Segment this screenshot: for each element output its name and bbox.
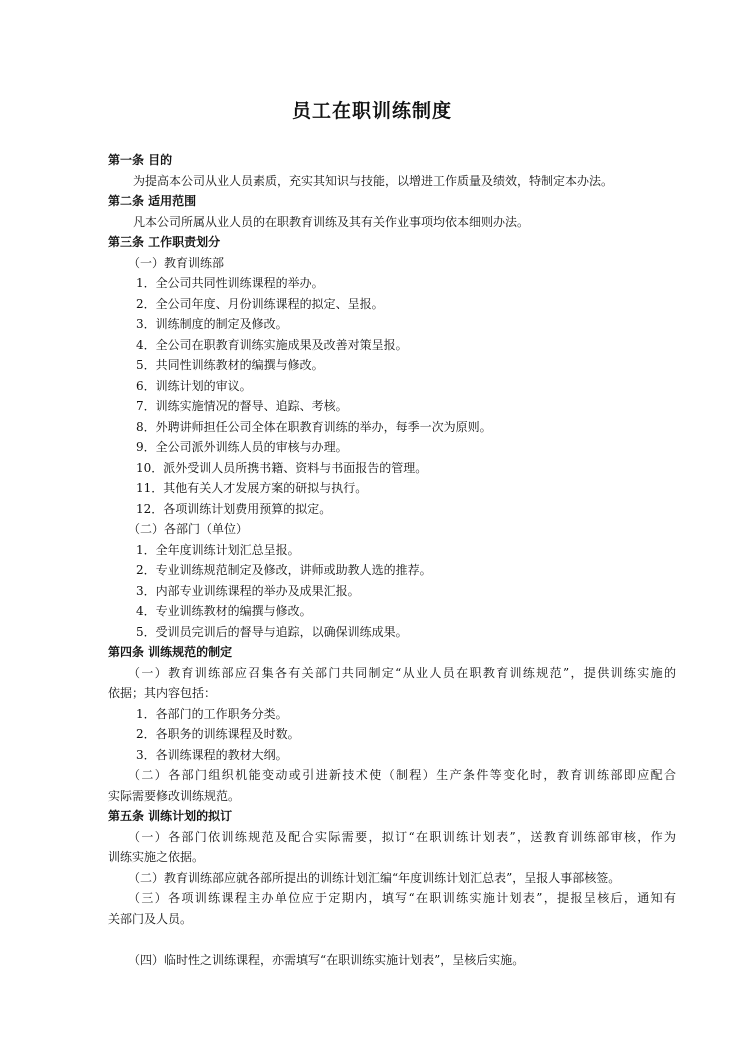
list-item: 7．训练实施情况的督导、追踪、考核。	[136, 399, 348, 413]
list-item: 3．各训练课程的教材大纲。	[136, 747, 288, 762]
article-3-heading: 第三条 工作职责划分	[108, 235, 221, 249]
article-2-heading: 第二条 适用范围	[108, 194, 197, 208]
list-item: 1．各部门的工作职务分类。	[136, 706, 288, 721]
article-2-text: 凡本公司所属从业人员的在职教育训练及其有关作业事项均依本细则办法。	[133, 214, 530, 229]
article-4-heading: 第四条 训练规范的制定	[108, 645, 233, 659]
article-5-paragraph-1: （一）各部门依训练规范及配合实际需要，拟订“在职训练计划表”，送教育训练部审核，作为	[128, 829, 676, 844]
article-4-paragraph-2: （二）各部门组织机能变动或引进新技术使（制程）生产条件等变化时，教育训练部即应配合	[128, 768, 676, 782]
list-item: 9．全公司派外训练人员的审核与办理。	[136, 440, 348, 454]
article-3-subheading-1: （一）教育训练部	[128, 255, 225, 270]
article-5-paragraph-1-cont: 训练实施之依据。	[108, 850, 205, 864]
list-item: 3．内部专业训练课程的举办及成果汇报。	[136, 583, 360, 598]
article-4-paragraph-1: （一）教育训练部应召集各有关部门共同制定“从业人员在职教育训练规范”，提供训练实施的	[128, 665, 676, 680]
list-item: 3．训练制度的制定及修改。	[136, 317, 288, 331]
list-item: 2．各职务的训练课程及时数。	[136, 727, 300, 741]
article-5-heading: 第五条 训练计划的拟订	[108, 809, 233, 823]
article-4-paragraph-2-cont: 实际需要修改训练规范。	[108, 788, 241, 803]
article-5-paragraph-3: （三）各项训练课程主办单位应于定期内，填写“在职训练实施计划表”，提报呈核后，通知有	[128, 891, 676, 905]
document-title: 员工在职训练制度	[291, 100, 452, 122]
list-item: 8．外聘讲师担任公司全体在职教育训练的举办，每季一次为原则。	[136, 419, 492, 434]
list-item: 5．共同性训练教材的编撰与修改。	[136, 358, 324, 372]
article-5-paragraph-4: （四）临时性之训练课程，亦需填写“在职训练实施计划表”，呈核后实施。	[128, 952, 525, 967]
list-item: 1．全公司共同性训练课程的举办。	[136, 276, 324, 290]
list-item: 10．派外受训人员所携书籍、资料与书面报告的管理。	[136, 460, 428, 475]
article-5-paragraph-2: （二）教育训练部应就各部所提出的训练计划汇编“年度训练计划汇总表”，呈报人事部核签。	[128, 870, 621, 885]
article-4-paragraph-1-cont: 依据；其内容包括：	[108, 686, 217, 700]
list-item: 2．全公司年度、月份训练课程的拟定、呈报。	[136, 296, 384, 311]
list-item: 11．其他有关人才发展方案的研拟与执行。	[136, 481, 368, 495]
paragraph-gap	[108, 929, 676, 950]
article-5-paragraph-3-cont: 关部门及人员。	[108, 911, 193, 926]
article-1-heading: 第一条 目的	[108, 153, 173, 167]
document-body	[108, 150, 676, 970]
list-item: 5．受训员完训后的督导与追踪，以确保训练成果。	[136, 624, 408, 639]
list-item: 12．各项训练计划费用预算的拟定。	[136, 501, 332, 516]
list-item: 6．训练计划的审议。	[136, 378, 252, 393]
article-1-text: 为提高本公司从业人员素质，充实其知识与技能，以增进工作质量及绩效，特制定本办法。	[133, 173, 614, 188]
list-item: 1．全年度训练计划汇总呈报。	[136, 542, 300, 557]
list-item: 2．专业训练规范制定及修改，讲师或助教人选的推荐。	[136, 563, 432, 577]
list-item: 4．专业训练教材的编撰与修改。	[136, 604, 312, 618]
list-item: 4．全公司在职教育训练实施成果及改善对策呈报。	[136, 337, 408, 352]
article-3-subheading-2: （二）各部门（单位）	[128, 522, 249, 536]
